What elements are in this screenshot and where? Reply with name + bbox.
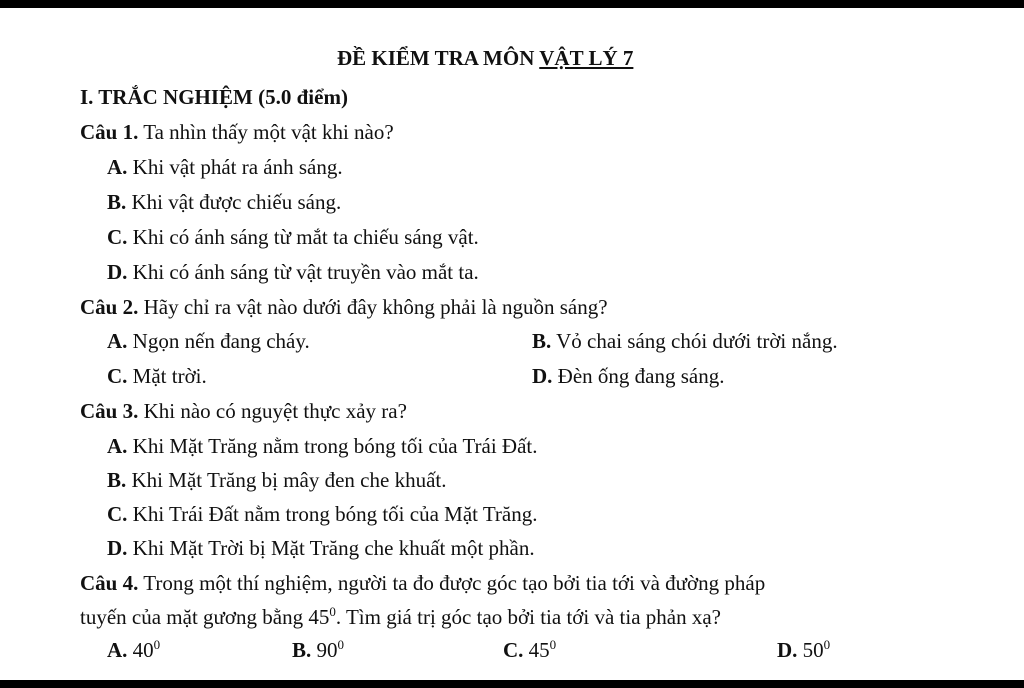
q4-option-c: C. $45^0$ bbox=[503, 637, 557, 662]
question-2: Câu 2. Hãy chỉ ra vật nào dưới đây không phải là nguồn sáng? bbox=[80, 295, 608, 319]
q1-option-c: C. Khi có ánh sáng từ mắt ta chiếu sáng vật. bbox=[107, 225, 479, 249]
exam-title: ĐỀ KIỂM TRA MÔN VẬT LÝ 7 bbox=[337, 46, 634, 70]
q4-option-a: A. $40^0$ bbox=[107, 637, 161, 662]
q1-option-d: D. Khi có ánh sáng từ vật truyền vào mắt ta. bbox=[107, 260, 479, 284]
exam-page bbox=[0, 8, 1024, 680]
q3-option-d: D. Khi Mặt Trời bị Mặt Trăng che khuất một phần. bbox=[107, 536, 535, 560]
question-4: Câu 4. Trong một thí nghiệm, người ta đo được góc tạo bởi tia tới và đường pháp bbox=[80, 571, 766, 595]
q2-option-b: B. Vỏ chai sáng chói dưới trời nắng. bbox=[532, 329, 838, 353]
question-1: Câu 1. Ta nhìn thấy một vật khi nào? bbox=[80, 120, 394, 144]
q2-option-a: A. Ngọn nến đang cháy. bbox=[107, 329, 310, 353]
q1-option-b: B. Khi vật được chiếu sáng. bbox=[107, 190, 342, 214]
q2-option-c: C. Mặt trời. bbox=[107, 364, 207, 388]
section-heading: I. TRẮC NGHIỆM (5.0 điểm) bbox=[80, 85, 348, 109]
q1-option-a: A. Khi vật phát ra ánh sáng. bbox=[107, 155, 343, 179]
question-3: Câu 3. Khi nào có nguyệt thực xảy ra? bbox=[80, 399, 407, 423]
question-4-continued: tuyến của mặt gương bằng $45^0$. Tìm giá trị góc tạo bởi tia tới và tia phản xạ? bbox=[80, 604, 721, 629]
subject-underlined: VẬT LÝ 7 bbox=[539, 46, 634, 70]
q3-option-a: A. Khi Mặt Trăng nằm trong bóng tối của Trái Đất. bbox=[107, 434, 538, 458]
q2-option-d: D. Đèn ống đang sáng. bbox=[532, 364, 725, 388]
q3-option-c: C. Khi Trái Đất nằm trong bóng tối của Mặt Trăng. bbox=[107, 502, 538, 526]
q4-option-b: B. $90^0$ bbox=[292, 637, 345, 662]
q3-option-b: B. Khi Mặt Trăng bị mây đen che khuất. bbox=[107, 468, 447, 492]
q4-option-d: D. $50^0$ bbox=[777, 637, 831, 662]
